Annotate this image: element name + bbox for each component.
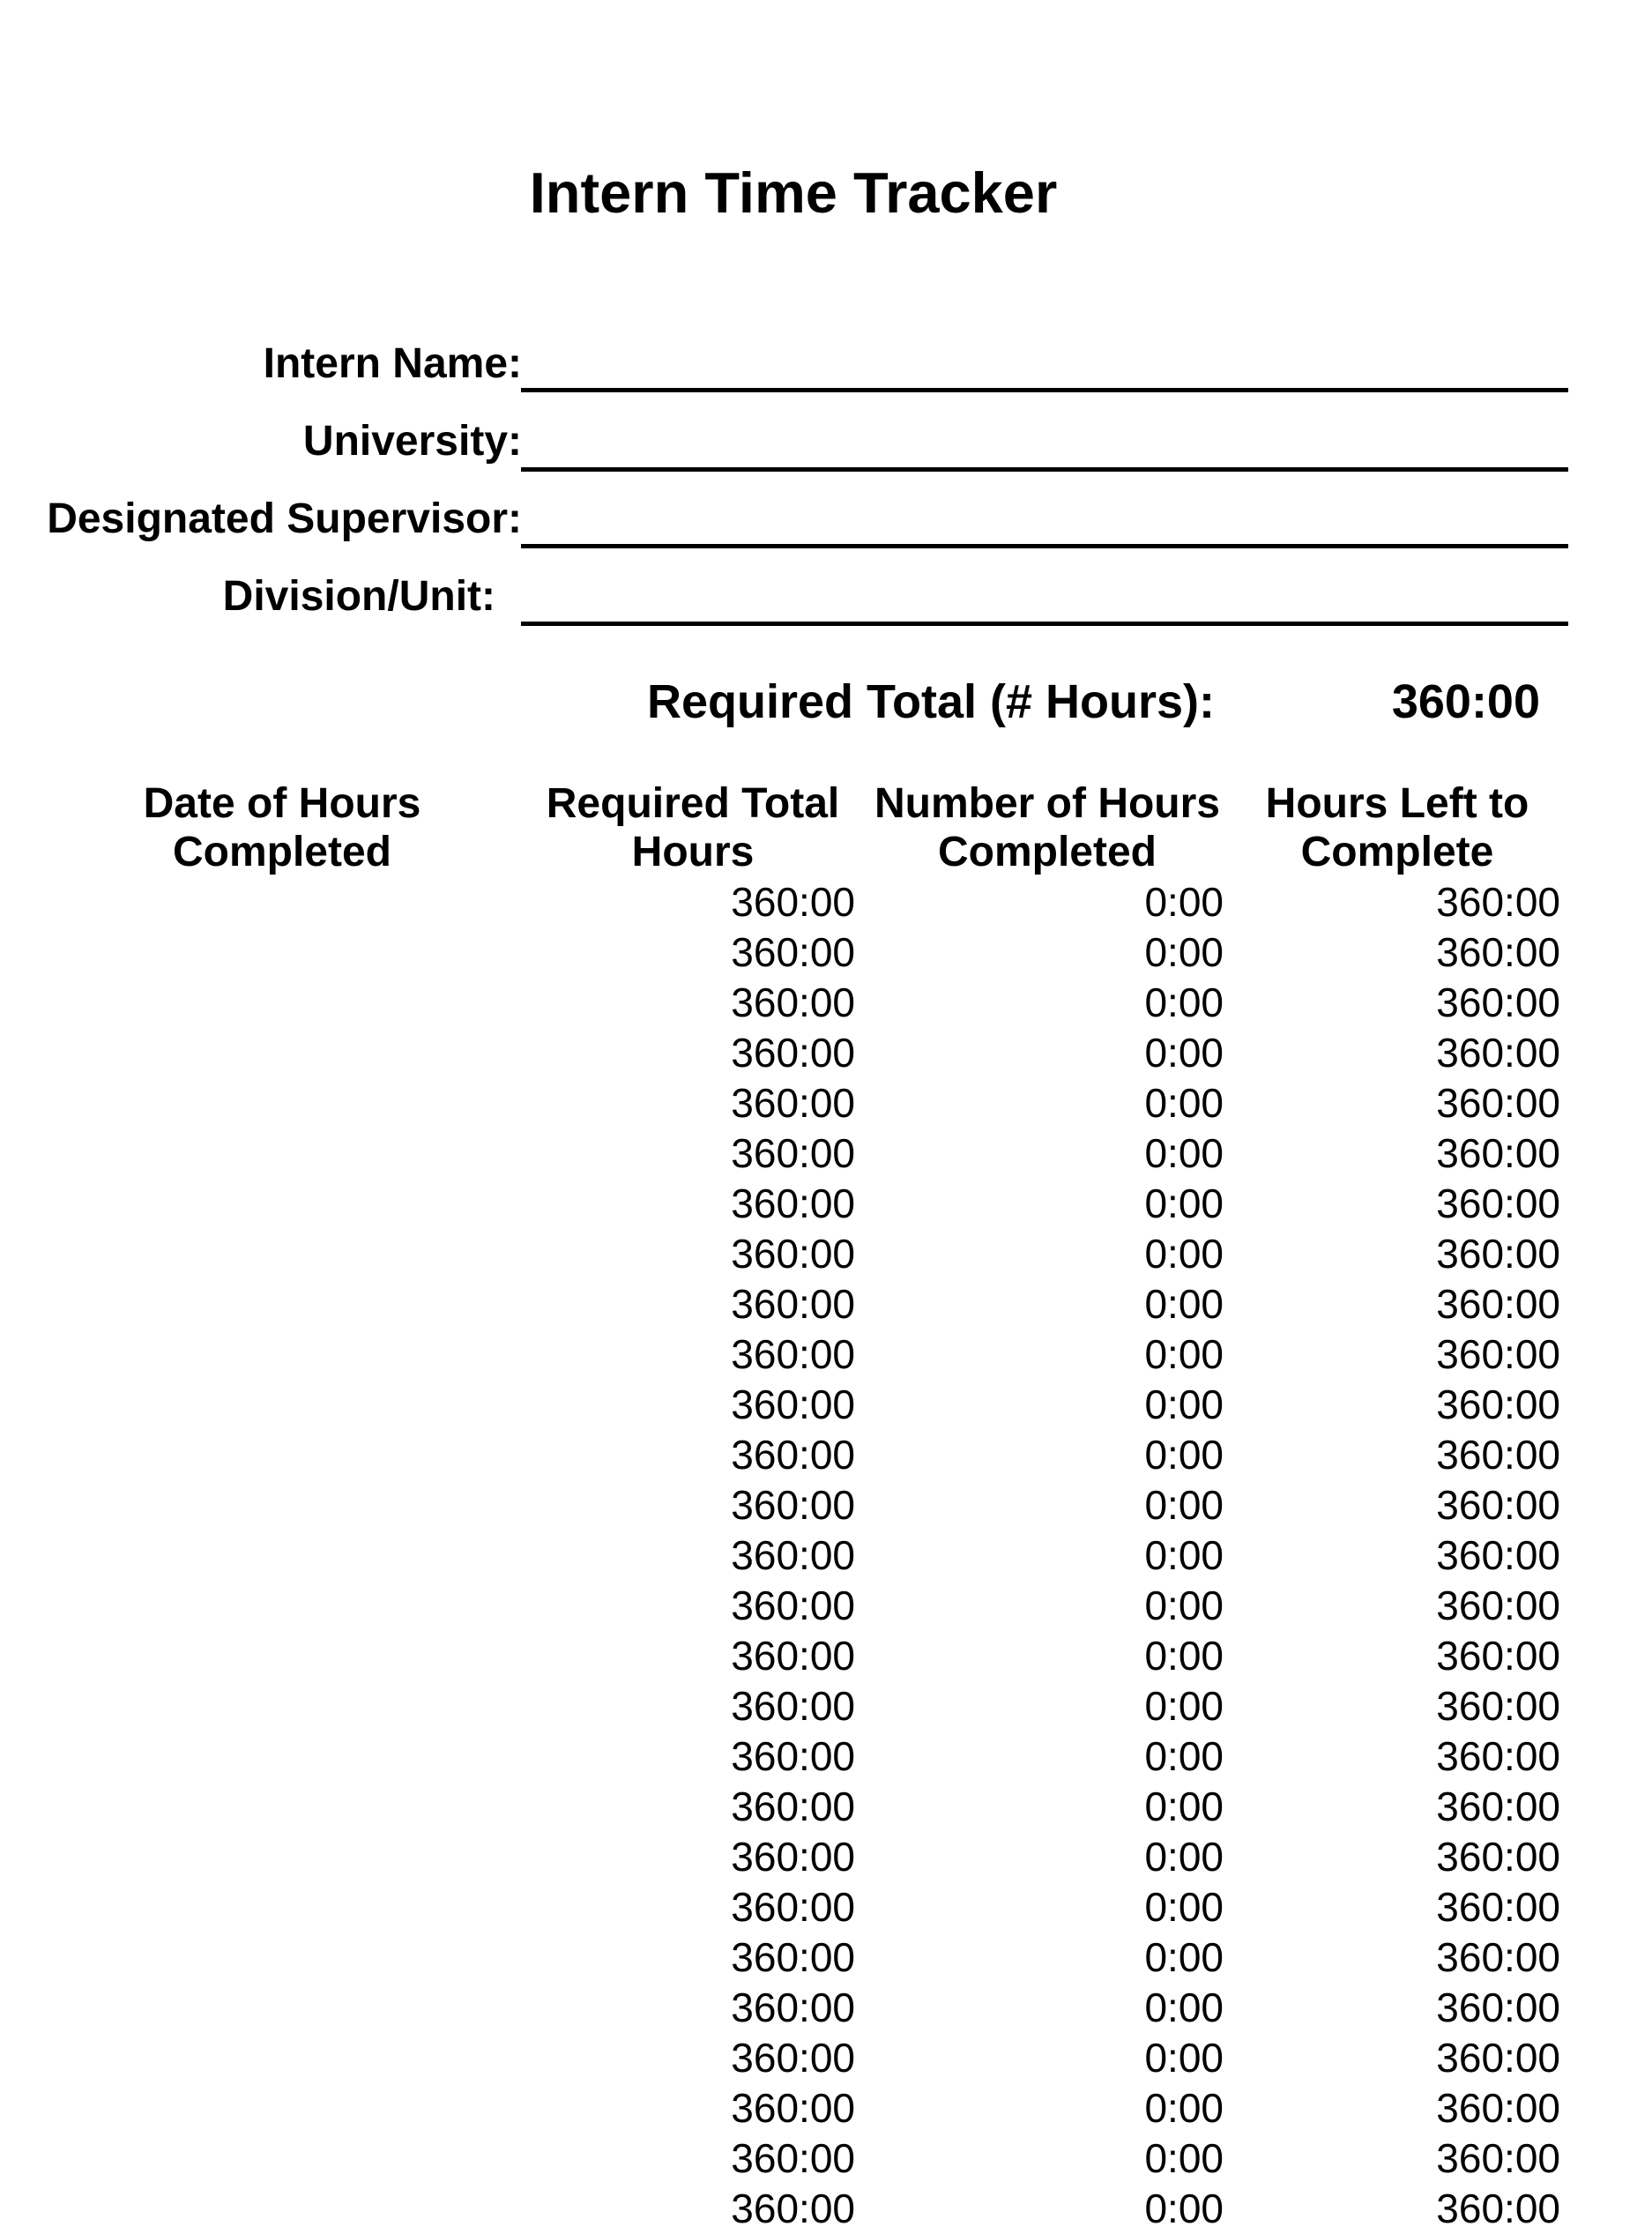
table-row <box>0 1028 1652 1078</box>
cell-required-total-hours: 360:00 <box>731 1482 855 1528</box>
cell-hours-completed: 0:00 <box>1144 879 1224 925</box>
cell-hours-completed: 0:00 <box>1144 1231 1224 1277</box>
cell-required-total-hours: 360:00 <box>731 1985 855 2030</box>
table-row <box>0 1179 1652 1229</box>
cell-hours-left: 360:00 <box>1436 2035 1560 2081</box>
division-unit-label: Division/Unit: <box>222 573 495 620</box>
cell-hours-completed: 0:00 <box>1144 1381 1224 1427</box>
cell-hours-left: 360:00 <box>1436 1683 1560 1729</box>
cell-hours-completed: 0:00 <box>1144 1331 1224 1377</box>
cell-required-total-hours: 360:00 <box>731 1683 855 1729</box>
cell-hours-left: 360:00 <box>1436 1331 1560 1377</box>
cell-hours-left: 360:00 <box>1436 1733 1560 1779</box>
cell-hours-left: 360:00 <box>1436 929 1560 975</box>
university-label: University: <box>302 418 522 465</box>
cell-hours-completed: 0:00 <box>1144 1532 1224 1578</box>
cell-hours-completed: 0:00 <box>1144 1783 1224 1829</box>
required-total-hours-value: 360:00 <box>1391 675 1540 728</box>
intern-name-label: Intern Name: <box>263 340 522 387</box>
cell-hours-left: 360:00 <box>1436 1783 1560 1829</box>
table-row <box>0 1078 1652 1128</box>
university-input-line[interactable] <box>521 467 1568 472</box>
cell-hours-left: 360:00 <box>1436 1080 1560 1126</box>
table-row <box>0 1430 1652 1480</box>
cell-hours-completed: 0:00 <box>1144 979 1224 1025</box>
cell-required-total-hours: 360:00 <box>731 1080 855 1126</box>
column-header-number-of-hours-completed: Number of Hours Completed <box>874 780 1220 875</box>
table-row <box>0 1581 1652 1631</box>
cell-hours-left: 360:00 <box>1436 1432 1560 1478</box>
table-row <box>0 2184 1652 2234</box>
cell-required-total-hours: 360:00 <box>731 1934 855 1980</box>
designated-supervisor-input-line[interactable] <box>521 544 1568 548</box>
table-row <box>0 1530 1652 1581</box>
intern-name-input-line[interactable] <box>521 388 1568 392</box>
column-header-required-total-hours: Required Total Hours <box>546 780 840 875</box>
cell-required-total-hours: 360:00 <box>731 979 855 1025</box>
cell-hours-completed: 0:00 <box>1144 2035 1224 2081</box>
cell-required-total-hours: 360:00 <box>731 1582 855 1628</box>
table-row <box>0 1329 1652 1380</box>
cell-hours-left: 360:00 <box>1436 1231 1560 1277</box>
table-row <box>0 877 1652 927</box>
cell-required-total-hours: 360:00 <box>731 929 855 975</box>
table-row <box>0 1229 1652 1279</box>
table-row <box>0 1882 1652 1932</box>
cell-required-total-hours: 360:00 <box>731 1633 855 1679</box>
cell-hours-left: 360:00 <box>1436 1884 1560 1930</box>
cell-hours-completed: 0:00 <box>1144 2135 1224 2181</box>
cell-required-total-hours: 360:00 <box>731 1733 855 1779</box>
table-row <box>0 2083 1652 2133</box>
cell-hours-left: 360:00 <box>1436 1130 1560 1176</box>
cell-hours-left: 360:00 <box>1436 1381 1560 1427</box>
cell-hours-completed: 0:00 <box>1144 1130 1224 1176</box>
cell-hours-completed: 0:00 <box>1144 1180 1224 1226</box>
table-row <box>0 978 1652 1028</box>
table-row <box>0 1731 1652 1782</box>
cell-required-total-hours: 360:00 <box>731 1030 855 1076</box>
cell-required-total-hours: 360:00 <box>731 2085 855 2131</box>
cell-hours-completed: 0:00 <box>1144 1281 1224 1327</box>
cell-hours-left: 360:00 <box>1436 1030 1560 1076</box>
column-header-hours-left-to-complete: Hours Left to Complete <box>1265 780 1529 875</box>
cell-hours-completed: 0:00 <box>1144 1582 1224 1628</box>
cell-hours-completed: 0:00 <box>1144 1934 1224 1980</box>
page-title: Intern Time Tracker <box>529 160 1058 225</box>
table-row <box>0 1128 1652 1179</box>
cell-hours-completed: 0:00 <box>1144 2085 1224 2131</box>
table-row <box>0 927 1652 978</box>
cell-hours-left: 360:00 <box>1436 1482 1560 1528</box>
cell-hours-completed: 0:00 <box>1144 1633 1224 1679</box>
cell-hours-completed: 0:00 <box>1144 1683 1224 1729</box>
cell-hours-completed: 0:00 <box>1144 2186 1224 2231</box>
cell-hours-left: 360:00 <box>1436 1582 1560 1628</box>
cell-hours-left: 360:00 <box>1436 2085 1560 2131</box>
cell-required-total-hours: 360:00 <box>731 1783 855 1829</box>
table-row <box>0 1983 1652 2033</box>
cell-required-total-hours: 360:00 <box>731 1381 855 1427</box>
cell-hours-completed: 0:00 <box>1144 1482 1224 1528</box>
cell-hours-left: 360:00 <box>1436 979 1560 1025</box>
table-body <box>0 877 1652 2234</box>
cell-required-total-hours: 360:00 <box>731 1884 855 1930</box>
cell-hours-left: 360:00 <box>1436 1633 1560 1679</box>
cell-required-total-hours: 360:00 <box>731 1180 855 1226</box>
cell-hours-completed: 0:00 <box>1144 1985 1224 2030</box>
required-total-hours-label: Required Total (# Hours): <box>646 675 1215 728</box>
cell-hours-left: 360:00 <box>1436 879 1560 925</box>
table-row <box>0 1782 1652 1832</box>
table-row <box>0 1832 1652 1882</box>
cell-required-total-hours: 360:00 <box>731 2035 855 2081</box>
cell-hours-completed: 0:00 <box>1144 1030 1224 1076</box>
cell-hours-left: 360:00 <box>1436 2186 1560 2231</box>
cell-required-total-hours: 360:00 <box>731 879 855 925</box>
division-unit-input-line[interactable] <box>521 622 1568 626</box>
cell-hours-left: 360:00 <box>1436 1985 1560 2030</box>
cell-required-total-hours: 360:00 <box>731 2186 855 2231</box>
table-row <box>0 1681 1652 1731</box>
cell-required-total-hours: 360:00 <box>731 2135 855 2181</box>
cell-hours-left: 360:00 <box>1436 1934 1560 1980</box>
designated-supervisor-label: Designated Supervisor: <box>47 495 522 542</box>
cell-hours-completed: 0:00 <box>1144 1733 1224 1779</box>
table-row <box>0 1631 1652 1681</box>
cell-required-total-hours: 360:00 <box>731 1532 855 1578</box>
cell-required-total-hours: 360:00 <box>731 1834 855 1880</box>
table-row <box>0 2133 1652 2184</box>
cell-hours-left: 360:00 <box>1436 2135 1560 2181</box>
table-row <box>0 1932 1652 1983</box>
cell-hours-completed: 0:00 <box>1144 1432 1224 1478</box>
cell-required-total-hours: 360:00 <box>731 1331 855 1377</box>
cell-hours-left: 360:00 <box>1436 1281 1560 1327</box>
column-header-date-of-hours-completed: Date of Hours Completed <box>143 780 421 875</box>
table-row <box>0 1480 1652 1530</box>
cell-hours-completed: 0:00 <box>1144 1080 1224 1126</box>
cell-hours-left: 360:00 <box>1436 1532 1560 1578</box>
table-row <box>0 1279 1652 1329</box>
cell-hours-completed: 0:00 <box>1144 929 1224 975</box>
cell-required-total-hours: 360:00 <box>731 1130 855 1176</box>
cell-required-total-hours: 360:00 <box>731 1281 855 1327</box>
cell-required-total-hours: 360:00 <box>731 1432 855 1478</box>
cell-required-total-hours: 360:00 <box>731 1231 855 1277</box>
cell-hours-completed: 0:00 <box>1144 1884 1224 1930</box>
table-row <box>0 1380 1652 1430</box>
cell-hours-left: 360:00 <box>1436 1180 1560 1226</box>
cell-hours-left: 360:00 <box>1436 1834 1560 1880</box>
cell-hours-completed: 0:00 <box>1144 1834 1224 1880</box>
table-row <box>0 2033 1652 2083</box>
